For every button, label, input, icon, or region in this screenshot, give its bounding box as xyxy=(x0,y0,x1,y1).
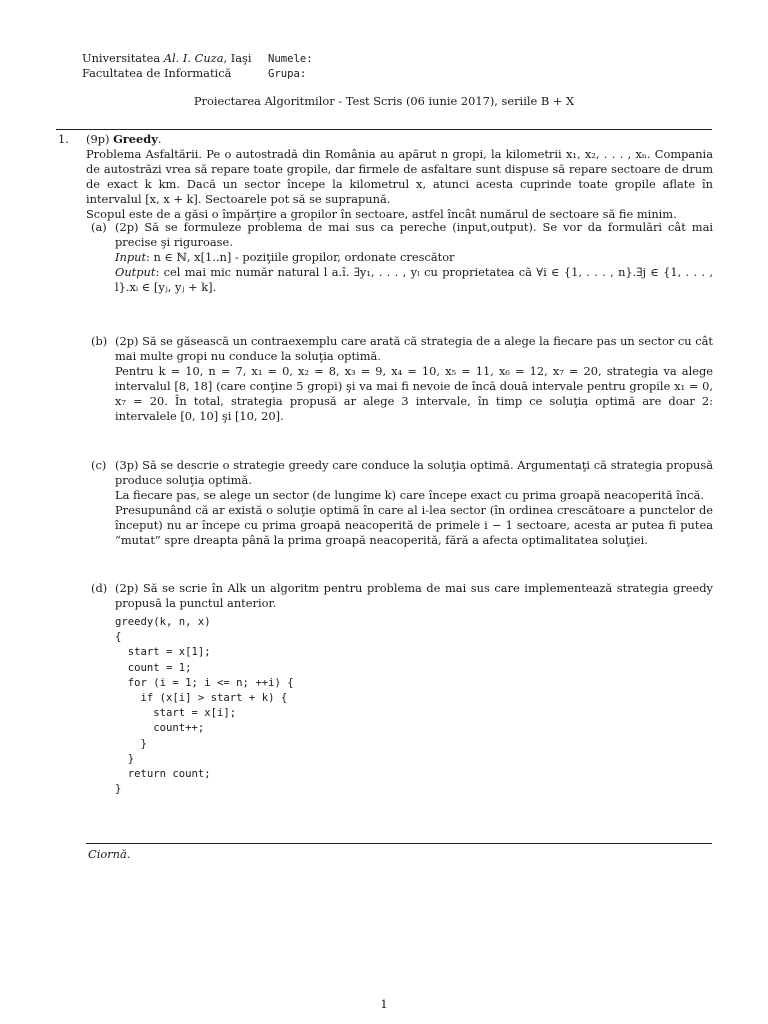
header-row-1 xyxy=(82,51,313,66)
part-a-output: Output: cel mai mic număr natural l a.î. ∃y₁, . . . , yₗ cu proprietatea că ∀i ∈ {1, . . . , n}.∃j ∈ {1, . . . , l}.xᵢ ∈ [yⱼ, yⱼ + k]. xyxy=(115,265,713,294)
code-line: } xyxy=(115,737,147,750)
part-a-text xyxy=(115,220,713,295)
code-line: count++; xyxy=(115,722,205,735)
part-c-label: (c) xyxy=(91,458,107,472)
scratch-label: Ciornă. xyxy=(88,847,131,861)
university: Universitatea Al. I. Cuza, Iaşi xyxy=(82,51,252,65)
header-row-2 xyxy=(82,66,313,81)
part-b-question: (2p) Să se găsească un contraexemplu care arată că strategia de a alege la fiecare pas un sector cu cât mai multe gropi nu conduce la soluţia optimă. xyxy=(115,334,713,363)
code-line: return count; xyxy=(115,767,211,780)
page-number: 1 xyxy=(380,997,388,1011)
code-line: { xyxy=(115,631,122,644)
part-b-text xyxy=(115,334,713,424)
name-label: Numele: xyxy=(268,53,313,65)
code-line: } xyxy=(115,752,135,765)
problem-heading: (9p) Greedy. xyxy=(86,132,162,146)
faculty: Facultatea de Informatică xyxy=(82,66,232,80)
part-d-label: (d) xyxy=(91,581,108,595)
part-c-text xyxy=(115,458,713,548)
code-block xyxy=(115,615,294,797)
problem-goal: Scopul este de a găsi o împărţire a gropilor în sectoare, astfel încât numărul de sectoare să fie minim. xyxy=(86,207,677,221)
code-line: for (i = 1; i <= n; ++i) { xyxy=(115,676,294,689)
part-b-answer: Pentru k = 10, n = 7, x₁ = 0, x₂ = 8, x₃ = 9, x₄ = 10, x₅ = 11, x₆ = 12, x₇ = 20, strategia va alege intervalul [8, 18] (care conţine 5 gropi) şi va mai fi nevoie de încă două intervale pentru gropile x₁ = 0, x₇ = 20. În total, strategia propusă ar alege 3 intervale, în timp ce soluţia optimă are doar 2: intervalele [0, 10] şi [10, 20]. xyxy=(115,364,713,423)
top-divider xyxy=(56,129,712,130)
part-d-text xyxy=(115,581,713,611)
problem-body xyxy=(86,132,713,222)
code-line: if (x[i] > start + k) { xyxy=(115,691,288,704)
part-c-answer-2: Presupunând că ar există o soluţie optimă în care al i-lea sector (în ordinea crescătoare a punctelor de început) nu ar începe cu prima groapă neacoperită de primele i − 1 sectoare, acesta ar putea fi putea “mutat” spre dreapta până la prima groapă neacoperită, fără a afecta optimalitatea soluţiei. xyxy=(115,503,713,547)
scratch-divider xyxy=(86,843,712,844)
part-a-label: (a) xyxy=(91,220,107,234)
code-line: greedy(k, n, x) xyxy=(115,616,211,628)
group-label: Grupa: xyxy=(268,68,307,80)
page-title: Proiectarea Algoritmilor - Test Scris (06 iunie 2017), seriile B + X xyxy=(193,94,575,108)
part-d-question: (2p) Să se scrie în Alk un algoritm pentru problema de mai sus care implementează strategia greedy propusă la punctul anterior. xyxy=(115,581,713,610)
part-b-label: (b) xyxy=(91,334,108,348)
part-c-question: (3p) Să se descrie o strategie greedy care conduce la soluţia optimă. Argumentaţi că strategia propusă produce soluţia optimă. xyxy=(115,458,713,487)
part-c-answer-1: La fiecare pas, se alege un sector (de lungime k) care începe exact cu prima groapă neacoperită încă. xyxy=(115,488,704,502)
part-a-question: (2p) Să se formuleze problema de mai sus ca pereche (input,output). Se vor da formulări cât mai precise şi riguroase. xyxy=(115,220,713,249)
code-line: start = x[i]; xyxy=(115,707,237,720)
part-a-input: Input: n ∈ ℕ, x[1..n] - poziţiile gropilor, ordonate crescător xyxy=(115,250,455,264)
code-line: } xyxy=(115,783,122,796)
code-line: start = x[1]; xyxy=(115,646,211,659)
document-header xyxy=(82,51,313,81)
problem-statement: Problema Asfaltării. Pe o autostradă din România au apărut n gropi, la kilometrii x₁, x₂, . . . , xₙ. Compania de autostrăzi vrea să repare toate gropile, dar firmele de asfaltare sunt dispuse să repare sectoare de drum de exact k km. Dacă un sector începe la kilometrul x, atunci acesta cuprinde toate gropile aflate în intervalul [x, x + k]. Sectoarele pot să se suprapună. xyxy=(86,147,713,206)
problem-number: 1. xyxy=(58,132,69,146)
code-line: count = 1; xyxy=(115,661,192,674)
